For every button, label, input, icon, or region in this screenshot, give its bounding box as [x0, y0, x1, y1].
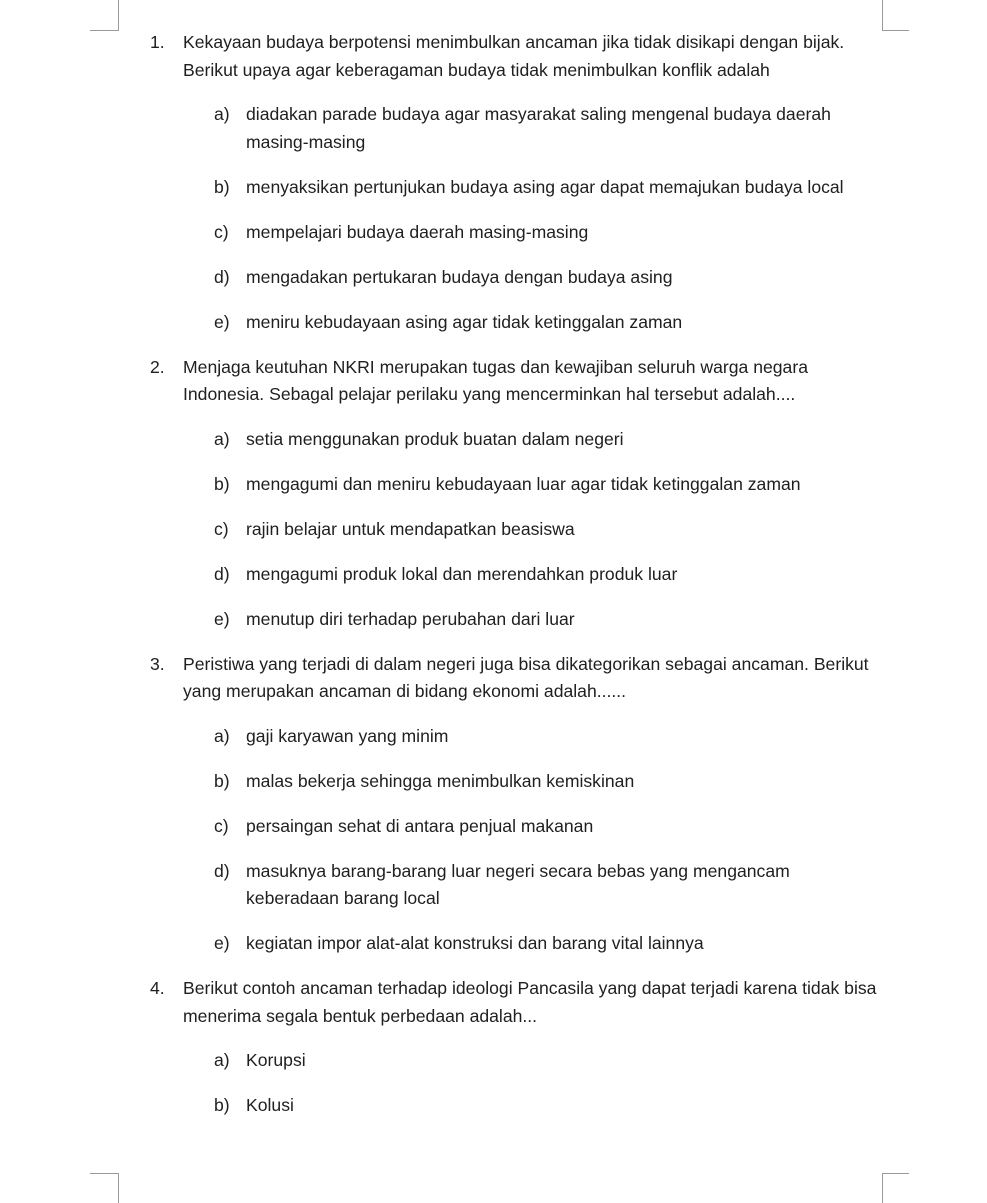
option-letter: d) [214, 266, 230, 287]
option-d [150, 561, 885, 589]
question-1 [150, 29, 885, 336]
question-2 [150, 354, 885, 634]
option-text: mengagumi dan meniru kebudayaan luar agar tidak ketinggalan zaman [246, 473, 801, 494]
option-a [150, 1047, 885, 1075]
option-text: persaingan sehat di antara penjual makanan [246, 815, 594, 836]
option-letter: a) [214, 725, 230, 746]
option-e [150, 606, 885, 634]
option-text: setia menggunakan produk buatan dalam negeri [246, 428, 624, 449]
question-number: 2. [150, 356, 165, 377]
option-letter: b) [214, 770, 230, 791]
option-a [150, 426, 885, 454]
option-a [150, 723, 885, 751]
option-list [150, 1047, 885, 1120]
option-text: menutup diri terhadap perubahan dari luar [246, 608, 575, 629]
question-3 [150, 651, 885, 958]
option-letter: a) [214, 428, 230, 449]
option-b [150, 1092, 885, 1120]
option-letter: a) [214, 1050, 230, 1070]
question-text: Kekayaan budaya berpotensi menimbulkan ancaman jika tidak disikapi dengan bijak. Berikut upaya agar keberagaman budaya tidak menimbulkan konflik adalah [183, 32, 845, 80]
option-e [150, 930, 885, 958]
option-text: kegiatan impor alat-alat konstruksi dan barang vital lainnya [246, 933, 704, 953]
question-text: Berikut contoh ancaman terhadap ideologi Pancasila yang dapat terjadi karena tidak bisa menerima segala bentuk perbedaan adalah... [183, 978, 877, 1026]
crop-mark-bottom-left [118, 1173, 119, 1203]
option-letter: c) [214, 221, 229, 242]
option-letter: c) [214, 815, 229, 836]
question-stem [150, 975, 885, 1030]
question-stem [150, 354, 885, 409]
option-text: diadakan parade budaya agar masyarakat saling mengenal budaya daerah masing-masing [246, 104, 831, 152]
option-letter: a) [214, 104, 230, 124]
option-text: gaji karyawan yang minim [246, 725, 449, 746]
option-letter: d) [214, 563, 230, 584]
option-letter: e) [214, 311, 230, 332]
option-b [150, 174, 885, 202]
option-letter: b) [214, 176, 230, 197]
option-text: malas bekerja sehingga menimbulkan kemiskinan [246, 770, 635, 791]
option-text: rajin belajar untuk mendapatkan beasiswa [246, 518, 575, 539]
question-number: 3. [150, 653, 165, 674]
option-d [150, 858, 885, 913]
crop-mark-bottom-left [90, 1173, 119, 1174]
option-text: mempelajari budaya daerah masing-masing [246, 221, 589, 242]
question-stem [150, 29, 885, 84]
option-b [150, 768, 885, 796]
question-text: Peristiwa yang terjadi di dalam negeri juga bisa dikategorikan sebagai ancaman. Berikut yang merupakan ancaman di bidang ekonomi adalah...... [183, 653, 869, 701]
option-list [150, 723, 885, 958]
crop-mark-top-right [882, 30, 909, 31]
option-c [150, 813, 885, 841]
question-stem [150, 651, 885, 706]
crop-mark-bottom-right [882, 1173, 883, 1203]
option-a [150, 101, 885, 156]
option-list [150, 101, 885, 336]
option-text: Korupsi [246, 1050, 306, 1070]
question-number: 1. [150, 32, 165, 52]
option-letter: d) [214, 860, 230, 881]
option-text: menyaksikan pertunjukan budaya asing agar dapat memajukan budaya local [246, 176, 844, 197]
option-list [150, 426, 885, 634]
crop-mark-top-left [90, 30, 119, 31]
question-number: 4. [150, 978, 165, 998]
option-letter: e) [214, 608, 230, 629]
option-text: masuknya barang-barang luar negeri secara bebas yang mengancam keberadaan barang local [246, 860, 790, 908]
question-4 [150, 975, 885, 1120]
option-d [150, 264, 885, 292]
option-letter: e) [214, 933, 230, 953]
option-text: Kolusi [246, 1095, 294, 1115]
option-letter: b) [214, 473, 230, 494]
option-text: mengagumi produk lokal dan merendahkan produk luar [246, 563, 678, 584]
crop-mark-top-right [882, 0, 883, 30]
option-b [150, 471, 885, 499]
option-letter: c) [214, 518, 229, 539]
option-text: mengadakan pertukaran budaya dengan budaya asing [246, 266, 673, 287]
option-text: meniru kebudayaan asing agar tidak ketinggalan zaman [246, 311, 683, 332]
option-c [150, 219, 885, 247]
crop-mark-bottom-right [882, 1173, 909, 1174]
option-c [150, 516, 885, 544]
crop-mark-top-left [118, 0, 119, 30]
question-list [150, 29, 885, 1137]
option-letter: b) [214, 1095, 230, 1115]
option-e [150, 309, 885, 337]
question-text: Menjaga keutuhan NKRI merupakan tugas dan kewajiban seluruh warga negara Indonesia. Sebagal pelajar perilaku yang mencerminkan hal tersebut adalah.... [183, 356, 808, 404]
